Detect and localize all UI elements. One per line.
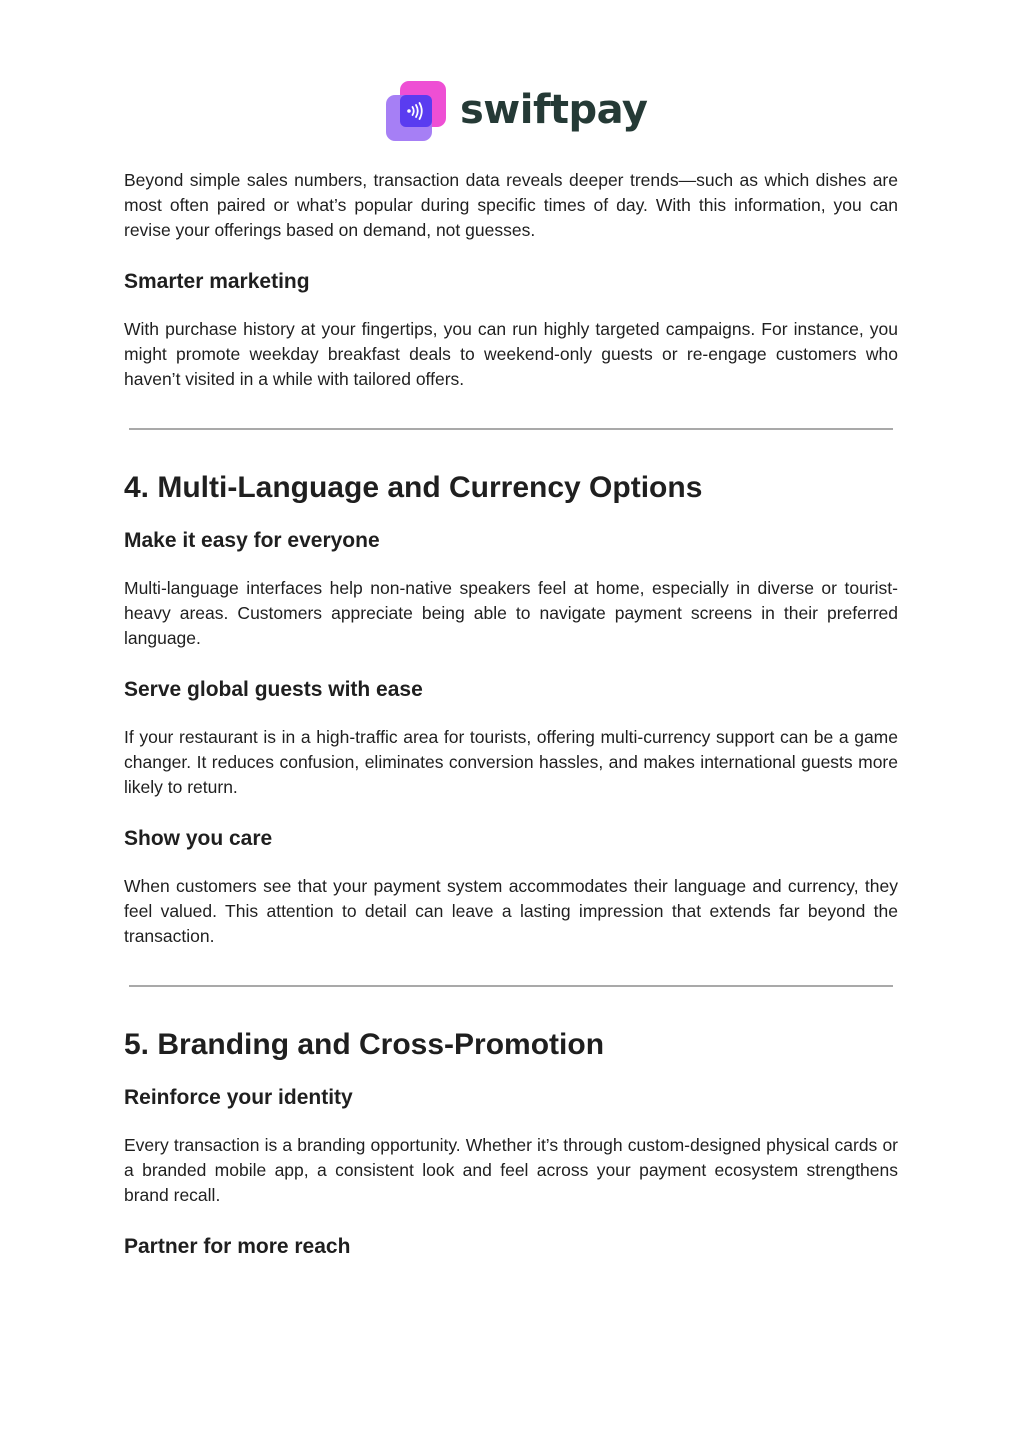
intro-paragraph: Beyond simple sales numbers, transaction data reveals deeper trends—such as which dishes are most often paired or what’s popular during specific times of day. With this information, you can revise your offerings based on demand, not guesses. (124, 170, 898, 240)
section-4-subheading-1: Make it easy for everyone (124, 529, 380, 552)
logo-mark (386, 81, 448, 143)
section-4-paragraph-2: If your restaurant is in a high-traffic area for tourists, offering multi-currency support can be a game changer. It reduces confusion, eliminates conversion hassles, and makes international guests more likely to return. (124, 727, 898, 797)
section-divider (129, 985, 893, 987)
section-4-subheading-2: Serve global guests with ease (124, 678, 423, 701)
section-5-paragraph-1: Every transaction is a branding opportunity. Whether it’s through custom-designed physical cards or a branded mobile app, a consistent look and feel across your payment ecosystem strengthens brand recall. (124, 1135, 898, 1205)
section-4-subheading-3: Show you care (124, 827, 273, 850)
logo-wordmark: swiftpay (460, 87, 648, 133)
document-body (124, 168, 898, 1260)
swiftpay-logo (386, 80, 646, 144)
section-5-title: 5. Branding and Cross-Promotion (124, 1028, 605, 1061)
contactless-icon (400, 95, 432, 127)
section-4-paragraph-1: Multi-language interfaces help non-native speakers feel at home, especially in diverse or tourist-heavy areas. Customers appreciate being able to navigate payment screens in their preferred language. (124, 578, 898, 648)
smarter-marketing-heading: Smarter marketing (124, 270, 310, 293)
smarter-marketing-paragraph: With purchase history at your fingertips, you can run highly targeted campaigns. For instance, you might promote weekday breakfast deals to weekend-only guests or re-engage customers who haven’t visited in a while with tailored offers. (124, 319, 898, 389)
section-4-title: 4. Multi-Language and Currency Options (124, 471, 703, 504)
section-4-paragraph-3: When customers see that your payment system accommodates their language and currency, they feel valued. This attention to detail can leave a lasting impression that extends far beyond the transaction. (124, 876, 898, 946)
section-5-subheading-2: Partner for more reach (124, 1235, 351, 1258)
section-divider (129, 428, 893, 430)
section-5-subheading-1: Reinforce your identity (124, 1086, 353, 1109)
